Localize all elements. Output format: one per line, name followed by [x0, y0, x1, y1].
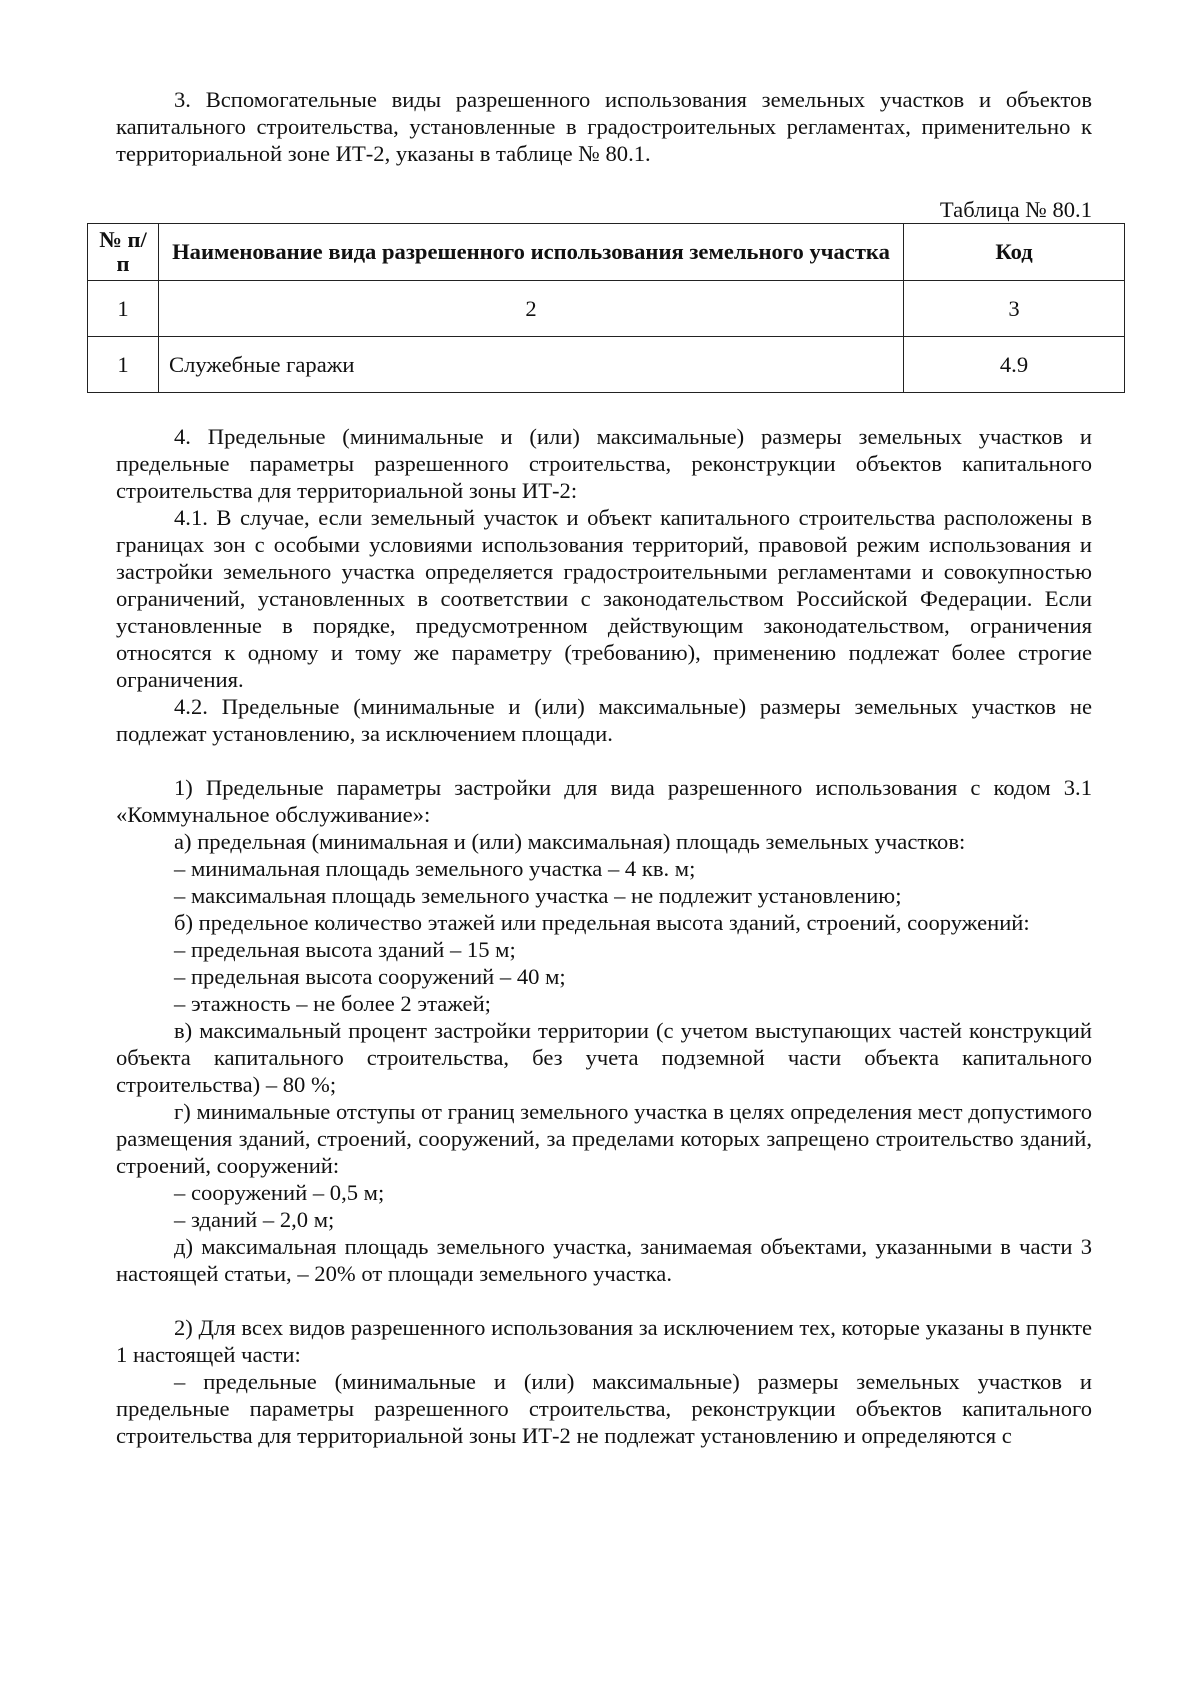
section-4-intro: 4. Предельные (минимальные и (или) максимальные) размеры земельных участков и предельные параметры разрешенного строительства, реконструкции объектов капитального строительства для территориальной зоны ИТ-2:: [116, 424, 1092, 503]
item-1-title: 1) Предельные параметры застройки для вида разрешенного использования с кодом 3.1 «Коммунальное обслуживание»:: [116, 775, 1092, 827]
spacer: [116, 747, 1092, 774]
item-2-text: – предельные (минимальные и (или) максимальные) размеры земельных участков и предельные параметры разрешенного строительства, реконструкции объектов капитального строительства для территориальной зоны ИТ-2 не подлежат установлению и определяются с: [116, 1369, 1092, 1448]
item-1-a-1: – минимальная площадь земельного участка – 4 кв. м;: [174, 856, 696, 881]
item-1-b: б) предельное количество этажей или предельная высота зданий, строений, сооружений:: [174, 910, 1030, 935]
table-index-row: [88, 281, 1125, 337]
header-num: № п/п: [88, 224, 159, 281]
table-caption: Таблица № 80.1: [939, 197, 1092, 222]
item-1-a: а) предельная (минимальная и (или) максимальная) площадь земельных участков:: [174, 829, 966, 854]
spacer: [116, 1287, 1092, 1314]
header-name: Наименование вида разрешенного использования земельного участка: [159, 224, 904, 281]
index-num: 1: [88, 281, 159, 337]
item-1-b-1: – предельная высота зданий – 15 м;: [174, 937, 516, 962]
index-name: 2: [159, 281, 904, 337]
section-4-1: 4.1. В случае, если земельный участок и объект капитального строительства расположены в границах зон с особыми условиями использования территорий, правовой режим использования и застройки земельного участка определяется градостроительными регламентами и совокупностью ограничений, установленных в соответствии с законодательством Российской Федерации. Если установленные в порядке, предусмотренном действующим законодательством, ограничения относятся к одному и тому же параметру (требованию), применению подлежат более строгие ограничения.: [116, 505, 1092, 692]
item-1-b-2: – предельная высота сооружений – 40 м;: [174, 964, 566, 989]
item-1-g: г) минимальные отступы от границ земельного участка в целях определения мест допустимого размещения зданий, строений, сооружений, за пределами которых запрещено строительство зданий, строений, сооружений:: [116, 1099, 1092, 1178]
item-1-g-2: – зданий – 2,0 м;: [174, 1207, 335, 1232]
item-1-g-1: – сооружений – 0,5 м;: [174, 1180, 385, 1205]
table-row: [88, 337, 1125, 393]
item-1-d: д) максимальная площадь земельного участка, занимаемая объектами, указанными в части 3 настоящей статьи, – 20% от площади земельного участка.: [116, 1234, 1092, 1286]
item-1-b-3: – этажность – не более 2 этажей;: [174, 991, 491, 1016]
section-4-2: 4.2. Предельные (минимальные и (или) максимальные) размеры земельных участков не подлежат установлению, за исключением площади.: [116, 694, 1092, 746]
row-num: 1: [88, 337, 159, 393]
header-code: Код: [904, 224, 1125, 281]
table-header-row: [88, 224, 1125, 281]
row-code: 4.9: [904, 337, 1125, 393]
uses-table: [87, 223, 1125, 393]
item-1-a-2: – максимальная площадь земельного участка – не подлежит установлению;: [174, 883, 902, 908]
item-1-v: в) максимальный процент застройки территории (с учетом выступающих частей конструкций объекта капитального строительства, без учета подземной части объекта капитального строительства) – 80 %;: [116, 1018, 1092, 1097]
index-code: 3: [904, 281, 1125, 337]
row-name: Служебные гаражи: [159, 337, 904, 393]
section-3-paragraph: 3. Вспомогательные виды разрешенного использования земельных участков и объектов капитального строительства, установленные в градостроительных регламентах, применительно к территориальной зоне ИТ-2, указаны в таблице № 80.1.: [116, 87, 1092, 166]
item-2-title: 2) Для всех видов разрешенного использования за исключением тех, которые указаны в пункте 1 настоящей части:: [116, 1315, 1092, 1367]
document-page: [99, 86, 1092, 1449]
